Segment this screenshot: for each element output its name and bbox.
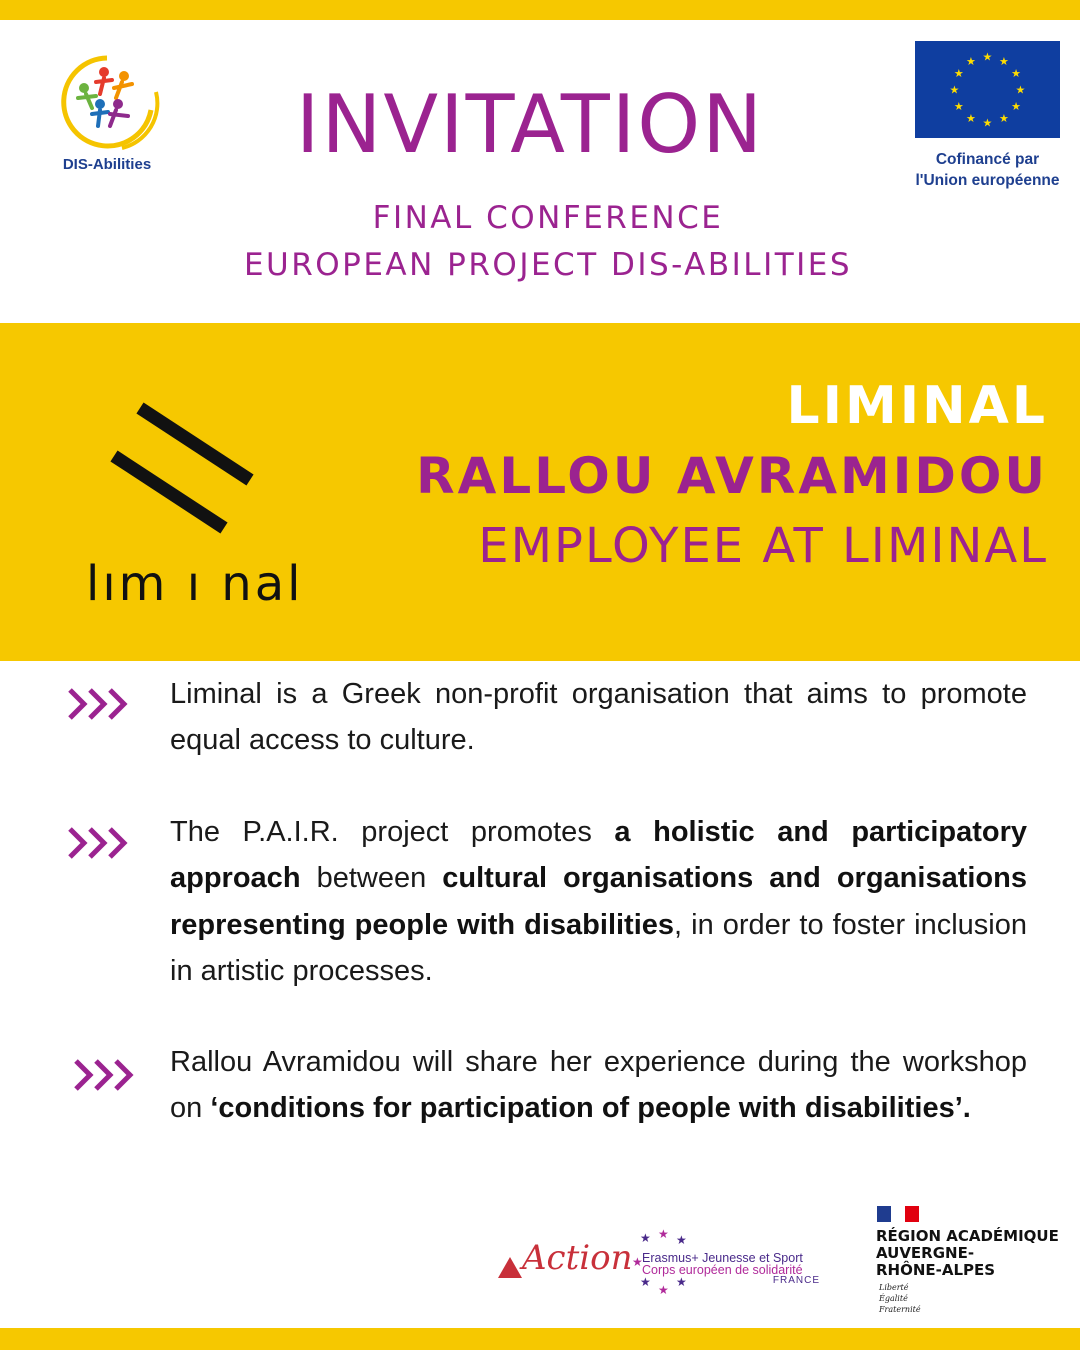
eu-star-icon: ★ xyxy=(953,67,964,80)
eu-cofunded-line1: Cofinancé par xyxy=(935,151,1040,168)
speaker-organisation: LIMINAL xyxy=(786,376,1048,436)
paragraph-liminal-intro xyxy=(170,671,1027,764)
eu-star-icon: ★ xyxy=(966,112,976,126)
region-line1: RÉGION ACADÉMIQUE xyxy=(876,1227,1059,1245)
emphasis-text: ‘conditions for participation of people with disabilities’. xyxy=(210,1092,971,1125)
eu-flag-icon xyxy=(915,41,1060,138)
paragraph-pair-project xyxy=(170,809,1027,994)
eu-star-icon: ★ xyxy=(999,54,1009,68)
body-text: Liminal is a Greek non-profit organisation that aims to promote equal access to culture. xyxy=(170,678,1027,757)
chevron-bullet-icon xyxy=(72,1058,142,1092)
action-logo-text: Action xyxy=(522,1238,633,1278)
paragraph-workshop xyxy=(170,1039,1027,1132)
erasmus-line3: FRANCE xyxy=(772,1275,820,1286)
svg-text:★: ★ xyxy=(658,1228,669,1241)
svg-text:★: ★ xyxy=(676,1275,687,1289)
erasmus-line2: Corps européen de solidarité xyxy=(642,1263,803,1277)
event-subtitle-line1: FINAL CONFERENCE xyxy=(372,200,724,236)
top-accent-band xyxy=(0,0,1080,20)
svg-text:★: ★ xyxy=(676,1233,687,1247)
bottom-accent-band xyxy=(0,1328,1080,1350)
body-text: , in order to foster inclusion in artistic processes. xyxy=(170,908,1028,987)
eu-star-icon: ★ xyxy=(1011,100,1021,113)
motto-egalite: Égalité xyxy=(879,1294,908,1303)
marianne-flag-icon xyxy=(877,1206,919,1222)
action-logo xyxy=(496,1236,633,1284)
eu-star-icon: ★ xyxy=(1011,67,1021,80)
svg-text:★: ★ xyxy=(640,1275,651,1289)
eu-star-icon: ★ xyxy=(982,116,993,130)
region-academique-logo xyxy=(866,1193,1076,1320)
body-text: Rallou Avramidou will share her experience during the workshop on xyxy=(170,1046,1027,1125)
erasmus-logo xyxy=(630,1228,820,1298)
body-text: The P.A.I.R. project promotes xyxy=(170,816,615,848)
eu-star-icon: ★ xyxy=(966,54,976,68)
speaker-role: EMPLOYEE AT LIMINAL xyxy=(478,518,1048,574)
emphasis-text: a holistic and participatory approach xyxy=(170,816,1028,895)
erasmus-line1: Erasmus+ Jeunesse et Sport xyxy=(642,1251,803,1265)
body-text: between xyxy=(300,862,443,895)
region-line2: AUVERGNE- xyxy=(876,1244,975,1262)
dis-abilities-logo-text: DIS-Abilities xyxy=(62,156,152,173)
svg-text:★: ★ xyxy=(640,1231,651,1245)
chevron-bullet-icon xyxy=(66,687,136,721)
speaker-name: RALLOU AVRAMIDOU xyxy=(416,447,1048,505)
eu-star-icon: ★ xyxy=(953,100,964,113)
eu-cofunded-line2: l'Union européenne xyxy=(915,172,1060,189)
svg-text:★: ★ xyxy=(632,1255,643,1269)
motto-liberte: Liberté xyxy=(879,1283,909,1292)
emphasis-text: cultural organisations and organisations representing people with disabilities xyxy=(170,862,1027,941)
liminal-logo-wordmark: lım ı nal xyxy=(86,556,304,612)
motto-fraternite: Fraternité xyxy=(879,1305,921,1314)
liminal-slash-logo-icon xyxy=(100,398,265,538)
eu-star-icon: ★ xyxy=(982,50,993,64)
page-title: INVITATION xyxy=(295,78,765,171)
region-line3: RHÔNE-ALPES xyxy=(876,1261,996,1279)
chevron-bullet-icon xyxy=(66,826,136,860)
eu-star-icon: ★ xyxy=(1015,83,1026,97)
event-subtitle-line2: EUROPEAN PROJECT DIS-ABILITIES xyxy=(243,247,853,283)
svg-text:★: ★ xyxy=(658,1283,669,1297)
eu-star-icon: ★ xyxy=(999,112,1009,126)
eu-star-icon: ★ xyxy=(949,83,960,97)
